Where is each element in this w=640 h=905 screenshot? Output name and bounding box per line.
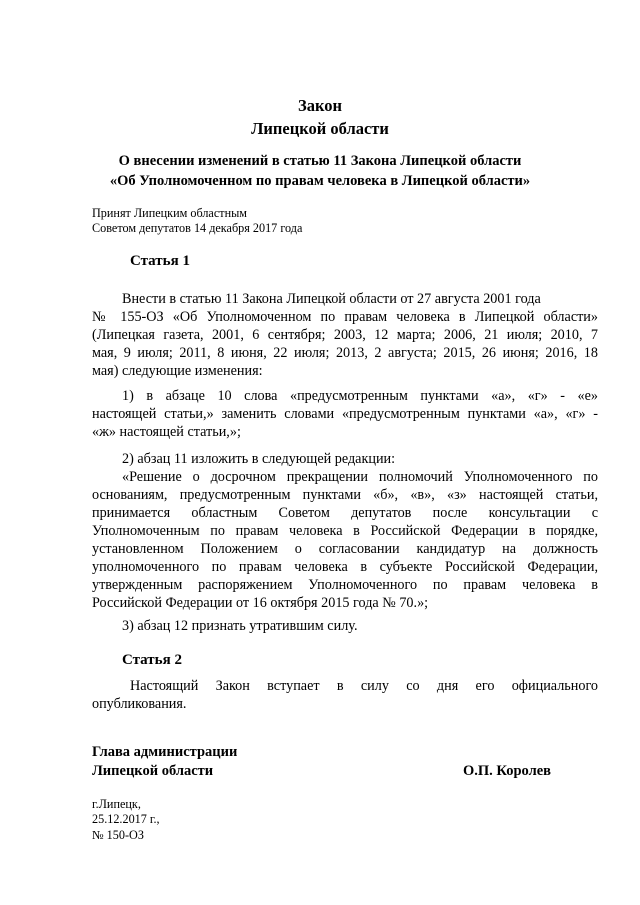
document-subtitle-line2: «Об Уполномоченном по правам человека в Липецкой области» [109, 173, 531, 189]
article1-item3: 3) абзац 12 признать утратившим силу. [122, 618, 358, 634]
article1-intro-line: мая, 9 июля; 2011, 8 июня, 22 июля; 2013, 2 августа; 2015, 26 июня; 2016, 18 [92, 345, 598, 361]
footer-city: г.Липецк, [92, 797, 141, 811]
adopted-note-line1: Принят Липецким областным [92, 206, 248, 220]
item2-quote-line: «Решение о досрочном прекращении полномочий Уполномоченного по [122, 469, 598, 485]
item2-quote-line: утвержденным распоряжением Уполномоченного по правам человека в [92, 577, 598, 593]
footer-law-number: № 150-ОЗ [92, 828, 144, 842]
signature-position-line2: Липецкой области [92, 763, 214, 779]
document-title-line1: Закон [297, 96, 342, 115]
item2-quote-line: основаниям, предусмотренным пунктами «б», «в», «з» настоящей статьи, [92, 487, 598, 503]
adopted-note-line2: Советом депутатов 14 декабря 2017 года [92, 221, 303, 235]
item2-quote-line: установленном Положением о согласовании кандидатур на должность [92, 541, 598, 557]
item1-line: «ж» настоящей статьи,»; [92, 424, 241, 440]
article2-text-line: Настоящий Закон вступает в силу со дня его официального [130, 678, 598, 694]
article1-heading: Статья 1 [130, 253, 190, 269]
signature-position-line1: Глава администрации [92, 744, 238, 760]
item2-quote-line: принимается областным Советом депутатов после консультации с [92, 505, 598, 521]
article1-intro-line [122, 290, 598, 308]
item1-line: настоящей статьи,» заменить словами «предусмотренным пунктами «а», «г» - [92, 406, 598, 422]
signatory-name: О.П. Королев [463, 763, 551, 779]
article1-intro-line: мая) следующие изменения: [92, 363, 263, 379]
footer-date: 25.12.2017 г., [92, 812, 160, 826]
item2-quote-line: уполномоченного по правам человека в субъекте Российской Федерации, [92, 559, 598, 575]
article1-intro-line: (Липецкая газета, 2001, 6 сентября; 2003, 12 марта; 2006, 21 июля; 2010, 7 [92, 327, 598, 343]
article2-text-line: опубликования. [92, 696, 187, 712]
item2-quote-line: Уполномоченным по правам человека в Российской Федерации в порядке, [92, 523, 598, 539]
article1-intro-line: № 155-ОЗ «Об Уполномоченном по правам человека в Липецкой области» [92, 309, 598, 325]
item2-intro: 2) абзац 11 изложить в следующей редакции: [122, 451, 396, 467]
document-title-line2: Липецкой области [251, 119, 389, 138]
item2-quote-line: Российской Федерации от 16 октября 2015 года № 70.»; [92, 595, 429, 611]
document-subtitle-line1: О внесении изменений в статью 11 Закона Липецкой области [118, 153, 522, 169]
text-line: Внести в статью 11 Закона Липецкой области от 27 августа 2001 года [122, 291, 541, 307]
item1-line: 1) в абзаце 10 слова «предусмотренным пунктами «а», «г» - «е» [122, 388, 598, 404]
article2-heading: Статья 2 [122, 652, 182, 668]
